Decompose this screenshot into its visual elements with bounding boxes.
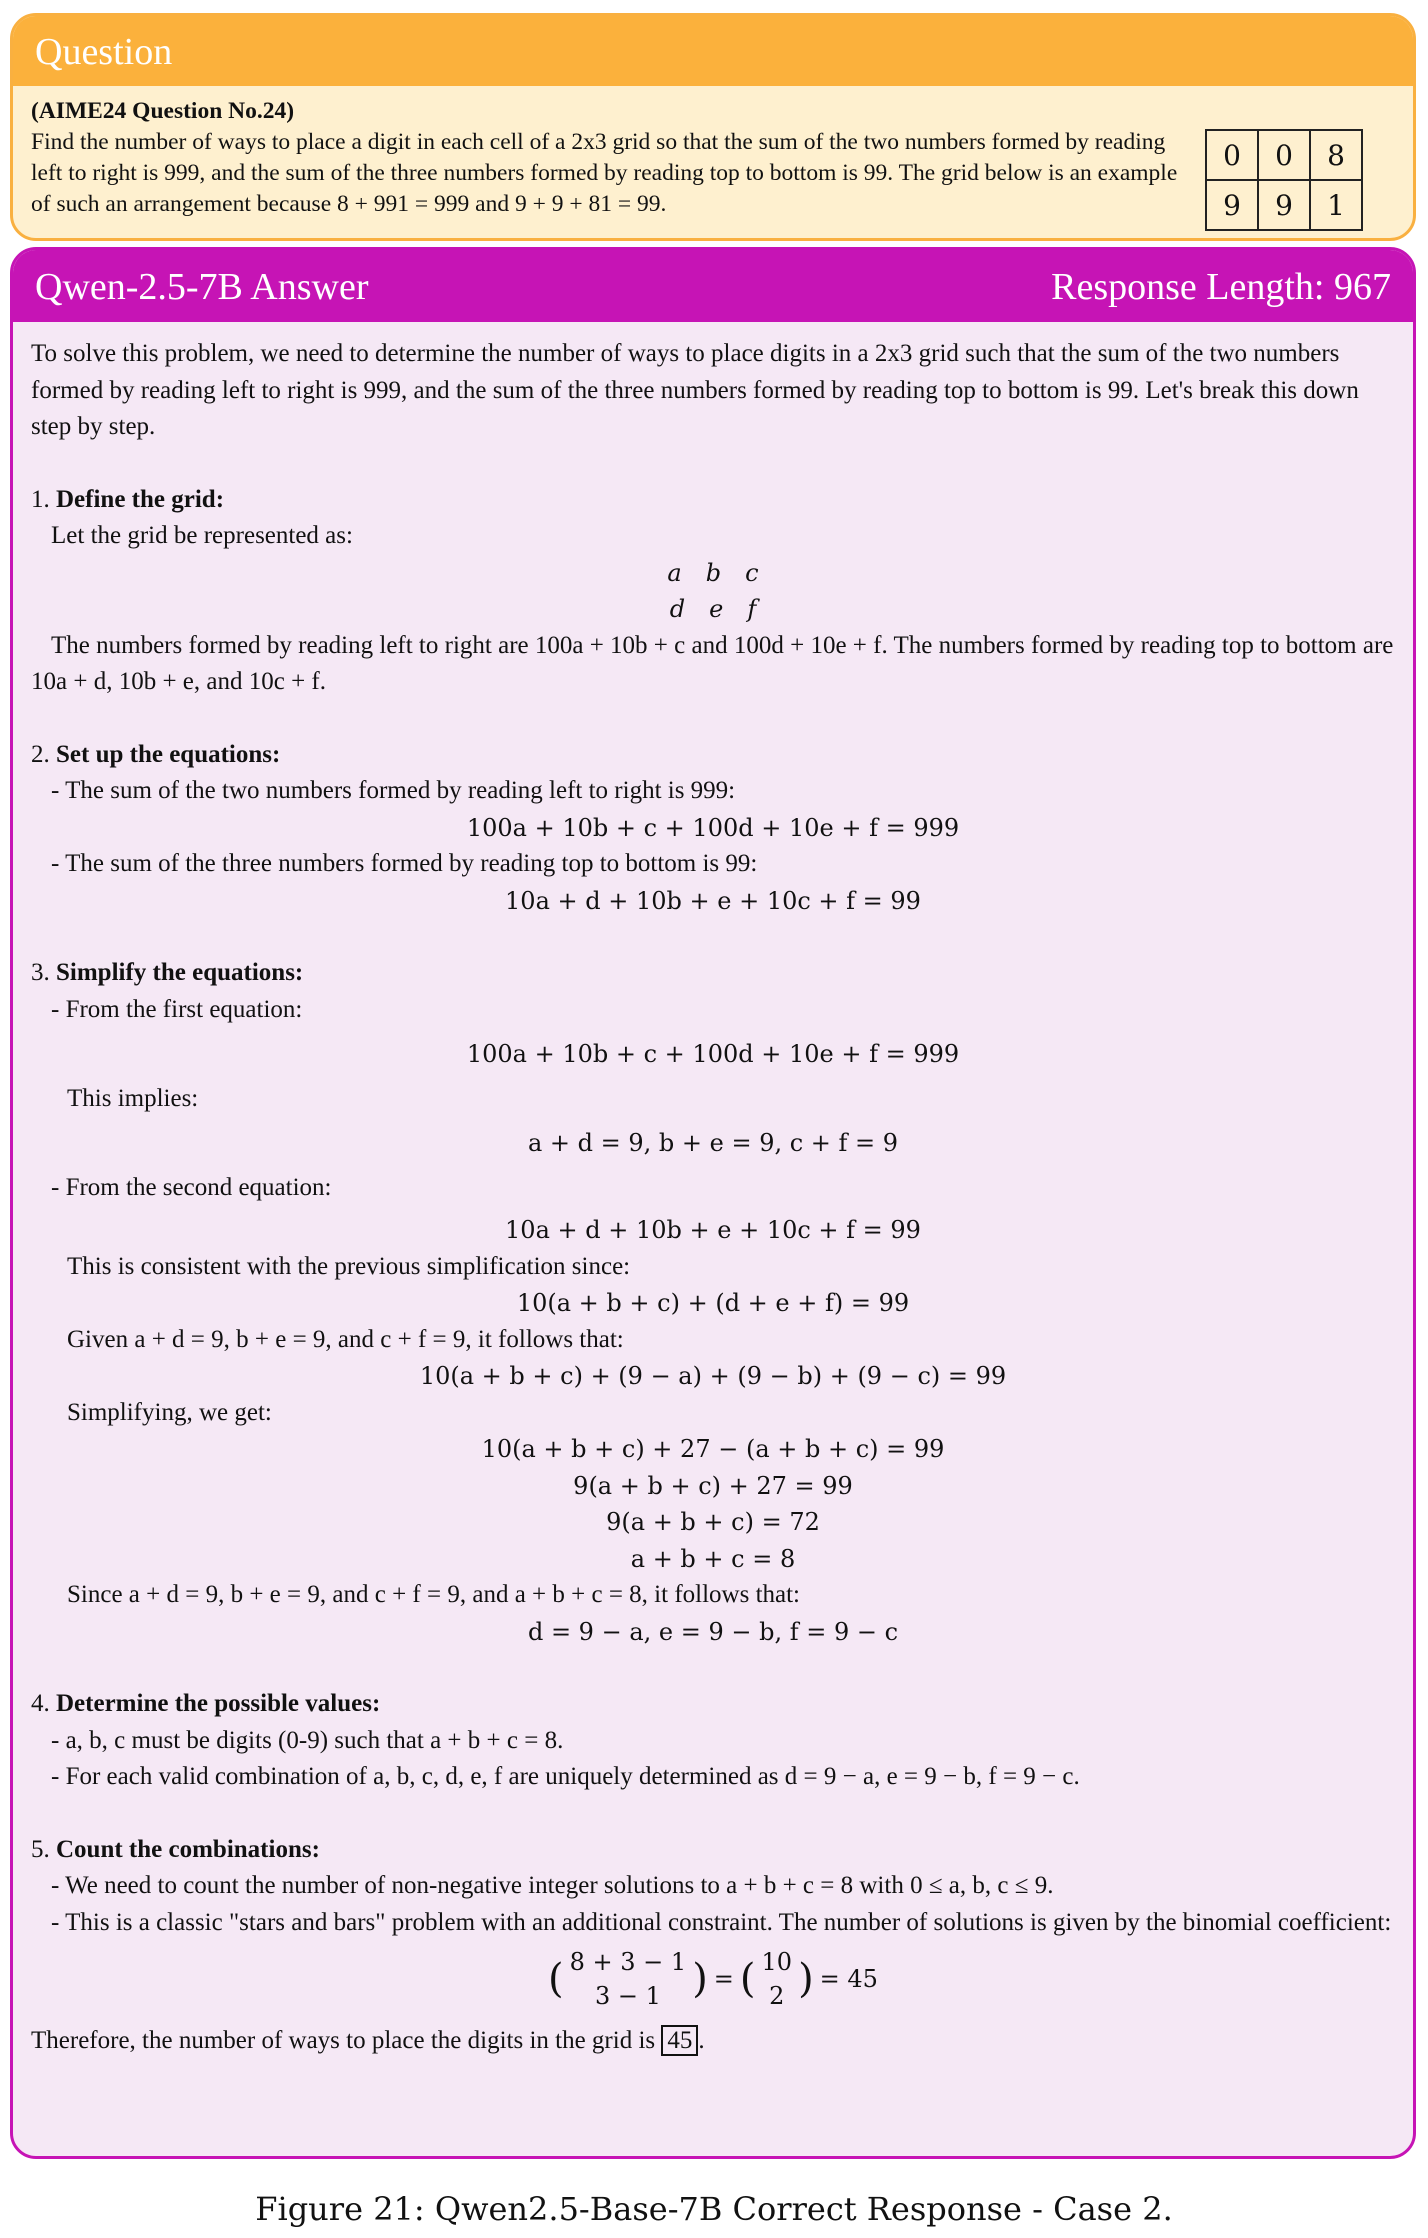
conclusion-text: Therefore, the number of ways to place the digits in the grid is xyxy=(31,2027,662,2054)
conclusion-period: . xyxy=(698,2027,705,2054)
step-3-line: This is consistent with the previous simplification since: xyxy=(67,1252,631,1280)
question-title: (AIME24 Question No.24) xyxy=(31,98,295,124)
question-header: Question xyxy=(13,16,1413,86)
equation: 10(a + b + c) + (9 − a) + (9 − b) + (9 − c) = 99 xyxy=(419,1362,1007,1390)
step-4-line: - a, b, c must be digits (0-9) such that a + b + c = 8. xyxy=(51,1726,564,1754)
step-title: Determine the possible values: xyxy=(56,1690,381,1717)
step-3-line: - From the first equation: xyxy=(51,995,303,1023)
matrix-cell: d xyxy=(669,595,686,623)
question-body xyxy=(13,86,1413,220)
matrix-cell: a xyxy=(667,558,682,587)
step-5-line: - We need to count the number of non-negative integer solutions to a + b + c = 8 with 0 ≤ a, b, c ≤ 9. xyxy=(51,1872,1054,1899)
response-length: Response Length: 967 xyxy=(1051,266,1391,308)
step-3-line: - From the second equation: xyxy=(51,1173,332,1201)
binom-bottom: 2 xyxy=(769,1982,785,2010)
grid-matrix-row2 xyxy=(31,591,1395,628)
equation: a + b + c = 8 xyxy=(630,1544,796,1573)
matrix-cell: b xyxy=(705,558,722,587)
matrix-cell: c xyxy=(745,558,759,587)
equals-sign: = xyxy=(713,1964,734,1993)
equation: 100a + 10b + c + 100d + 10e + f = 999 xyxy=(466,1040,960,1068)
conclusion xyxy=(31,2023,1395,2060)
step-5-heading xyxy=(31,1832,1395,1869)
step-3-heading xyxy=(31,955,1395,992)
final-answer-box: 45 xyxy=(661,2025,698,2056)
step-title: Set up the equations: xyxy=(56,740,281,768)
equation: 10a + d + 10b + e + 10c + f = 99 xyxy=(505,886,921,915)
grid-cell: 0 xyxy=(1258,130,1310,180)
matrix-cell: f xyxy=(747,595,757,623)
grid-matrix xyxy=(31,555,1395,592)
question-text: Find the number of ways to place a digit in each cell of a 2x3 grid so that the sum of the two numbers formed by reading left to right is 999, and the sum of the three numbers formed by reading top to bottom is 99. The grid below is an example of such an arrangement because 8 + 991 = 999 and 9 + 9 + 81 = 99. xyxy=(31,129,1178,217)
step-2-line: - The sum of the three numbers formed by reading top to bottom is 99: xyxy=(51,850,758,877)
grid-cell: 9 xyxy=(1258,180,1310,230)
equation: 100a + 10b + c + 100d + 10e + f = 999 xyxy=(466,813,960,842)
step-5-line: - This is a classic "stars and bars" problem with an additional constraint. The number of solutions is given by the binomial coefficient: xyxy=(51,1908,1392,1936)
step-3-line: Given a + d = 9, b + e = 9, and c + f = 9, it follows that: xyxy=(67,1325,624,1353)
matrix-cell: e xyxy=(709,595,724,623)
example-grid xyxy=(1205,129,1363,231)
step-3-line: Simplifying, we get: xyxy=(67,1398,272,1426)
step-number: 1. xyxy=(31,485,56,513)
step-1-line: Let the grid be represented as: xyxy=(51,522,353,549)
step-title: Count the combinations: xyxy=(56,1835,320,1863)
equation: 10(a + b + c) + 27 − (a + b + c) = 99 xyxy=(481,1435,945,1463)
grid-cell: 1 xyxy=(1310,180,1362,230)
step-number: 5. xyxy=(31,1835,56,1863)
step-1-line: The numbers formed by reading left to right are 100a + 10b + c and 100d + 10e + f. The numbers formed by reading top to bottom are 10a + d, 10b + e, and 10c + f. xyxy=(31,631,1394,695)
answer-box xyxy=(10,247,1416,2159)
step-4-heading xyxy=(31,1686,1395,1723)
grid-cell: 9 xyxy=(1206,180,1258,230)
step-number: 4. xyxy=(31,1690,56,1717)
step-3-line: Since a + d = 9, b + e = 9, and c + f = 9, and a + b + c = 8, it follows that: xyxy=(67,1581,801,1608)
step-4-line: - For each valid combination of a, b, c, d, e, f are uniquely determined as d = 9 − a, e = 9 − b, f = 9 − c. xyxy=(51,1763,1080,1790)
binom-result: = 45 xyxy=(819,1964,878,1993)
binomial-equation: ( 8 + 3 − 1 3 − 1 ) = ( 10 2 ) = 45 xyxy=(31,1945,1395,2013)
grid-cell: 8 xyxy=(1310,130,1362,180)
equation: 10(a + b + c) + (d + e + f) = 99 xyxy=(516,1289,910,1317)
step-number: 3. xyxy=(31,959,56,986)
step-title: Define the grid: xyxy=(56,485,225,513)
binom-top: 8 + 3 − 1 xyxy=(569,1948,687,1976)
equation: d = 9 − a, e = 9 − b, f = 9 − c xyxy=(527,1617,899,1646)
step-title: Simplify the equations: xyxy=(56,959,304,986)
equation: a + d = 9, b + e = 9, c + f = 9 xyxy=(527,1129,899,1157)
step-1-heading xyxy=(31,482,1395,519)
intro-paragraph: To solve this problem, we need to determine the number of ways to place digits in a 2x3 grid such that the sum of the two numbers formed by reading left to right is 999, and the sum of the three numbers formed by reading top to bottom is 99. Let's break this down step by step. xyxy=(31,340,1359,440)
equation: 9(a + b + c) = 72 xyxy=(606,1508,820,1536)
step-number: 2. xyxy=(31,740,56,768)
binom-top: 10 xyxy=(761,1948,793,1976)
equation: 10a + d + 10b + e + 10c + f = 99 xyxy=(505,1216,921,1244)
question-box xyxy=(10,13,1416,241)
figure-caption: Figure 21: Qwen2.5-Base-7B Correct Response - Case 2. xyxy=(255,2190,1173,2228)
answer-body xyxy=(13,322,1413,2060)
step-2-line: - The sum of the two numbers formed by reading left to right is 999: xyxy=(51,777,736,804)
answer-model-title: Qwen-2.5-7B Answer xyxy=(35,266,369,308)
step-2-heading xyxy=(31,737,1395,774)
equation: 9(a + b + c) + 27 = 99 xyxy=(573,1471,853,1500)
grid-cell: 0 xyxy=(1206,130,1258,180)
answer-header xyxy=(13,250,1413,322)
step-3-line: This implies: xyxy=(67,1084,199,1112)
binom-bottom: 3 − 1 xyxy=(594,1982,661,2010)
